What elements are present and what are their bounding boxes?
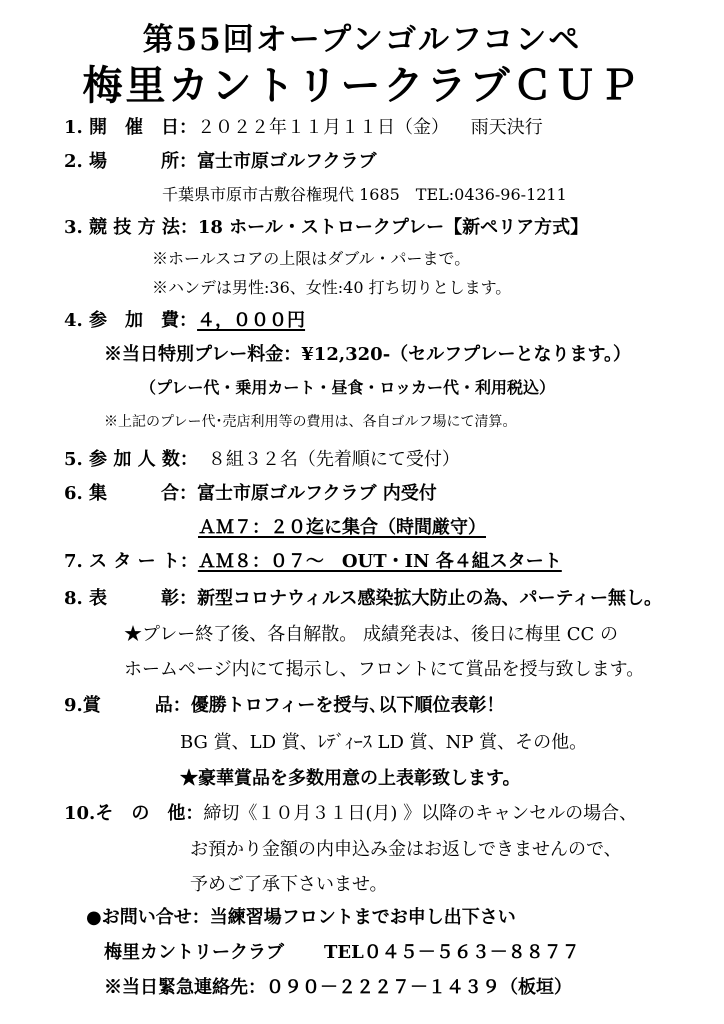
format-label: 3. 競 技 方 法： [64, 217, 198, 238]
awards-line-3: ホームページ内にて掲示し、フロントにて賞品を授与致します。 [124, 659, 645, 680]
start-value: ＡＭ８：０７～ OUT・IN 各４組スタート [197, 551, 562, 572]
contact-inquiry: ●お問い合せ：当練習場フロントまでお申し出下さい [86, 907, 516, 928]
prizes-label: 9.賞 品： [64, 695, 191, 716]
section-1 [64, 116, 543, 140]
awards-value: 新型コロナウィルス感染拡大防止の為、パーティー無し。 [197, 588, 662, 609]
section-7 [64, 550, 562, 574]
section-8 [64, 587, 662, 611]
awards-label: 8. 表 彰： [64, 588, 198, 609]
date-value: ２０２２年１１月１１日（金） [197, 117, 450, 138]
date-note: 雨天決行 [470, 117, 543, 138]
prizes-line-2: BG 賞、LD 賞、ﾚﾃﾞｨｰｽ LD 賞、NP 賞、その他。 [180, 732, 588, 753]
prizes-value: 優勝トロフィーを授与､以下順位表彰！ [190, 695, 505, 716]
fee-includes: （プレー代・乗用カート・昼食・ロッカー代・利用税込） [140, 378, 556, 397]
other-label: 10.そ の 他： [64, 803, 204, 824]
format-note-1: ※ホールスコアの上限はダブル・パーまで。 [152, 249, 471, 268]
prizes-line-3: ★豪華賞品を多数用意の上表彰致します。 [180, 768, 521, 789]
contact-line [104, 941, 580, 965]
participants-value: ８組３２名（先着順にて受付） [207, 449, 460, 470]
participants-label: 5. 参 加 人 数： [64, 449, 198, 470]
format-note-2: ※ハンデは男性:36、女性:40 打ち切りとします。 [152, 278, 512, 297]
date-label: 1. 開 催 日： [64, 117, 198, 138]
section-10 [64, 802, 637, 826]
venue-value: 富士市原ゴルフクラブ [197, 151, 377, 172]
format-value: 18 ホール・ストロークプレー【新ペリア方式】 [197, 217, 589, 238]
contact-club: 梅里カントリークラブ [104, 942, 284, 963]
title-line1: 第55回オープンゴルフコンペ [142, 22, 582, 58]
contact-emergency: ※当日緊急連絡先：０９０－２２２７－１４３９（板垣） [104, 977, 572, 998]
venue-address: 千葉県市原市古敷谷権現代 1685 TEL:0436-96-1211 [162, 185, 567, 204]
venue-label: 2. 場 所： [64, 151, 198, 172]
other-line-3: 予めご了承下さいませ。 [190, 874, 388, 895]
section-4 [64, 309, 333, 333]
section-2 [64, 150, 377, 174]
meeting-label: 6. 集 合： [64, 483, 198, 504]
fee-special: ※当日特別プレー料金：¥12,320-（セルフプレーとなります。） [104, 344, 632, 365]
title-line2: 梅里カントリークラブＣＵＰ [82, 63, 642, 109]
other-line-2: お預かり金額の内申込み金はお返しできませんので、 [190, 839, 622, 860]
fee-note: ※上記のプレー代･売店利用等の費用は、各自ゴルフ場にて清算。 [104, 414, 517, 430]
other-value: 締切《１０月３１日(月) 》以降のキャンセルの場合、 [203, 803, 638, 824]
section-9 [64, 694, 504, 718]
meeting-value: 富士市原ゴルフクラブ 内受付 [197, 483, 437, 504]
fee-label: 4. 参 加 費： [64, 310, 198, 331]
fee-value: ４，０００円 [197, 310, 306, 331]
contact-tel: TEL０４５－５６３－８８７７ [324, 942, 580, 963]
awards-line-2: ★プレー終了後、各自解散。 成績発表は、後日に梅里 CC の [124, 624, 618, 645]
section-3 [64, 216, 588, 240]
section-5 [64, 448, 460, 472]
meeting-time: ＡＭ７：２０迄に集合（時間厳守） [198, 517, 486, 538]
start-label: 7. ス タ ー ト： [64, 551, 198, 572]
section-6 [64, 482, 437, 506]
